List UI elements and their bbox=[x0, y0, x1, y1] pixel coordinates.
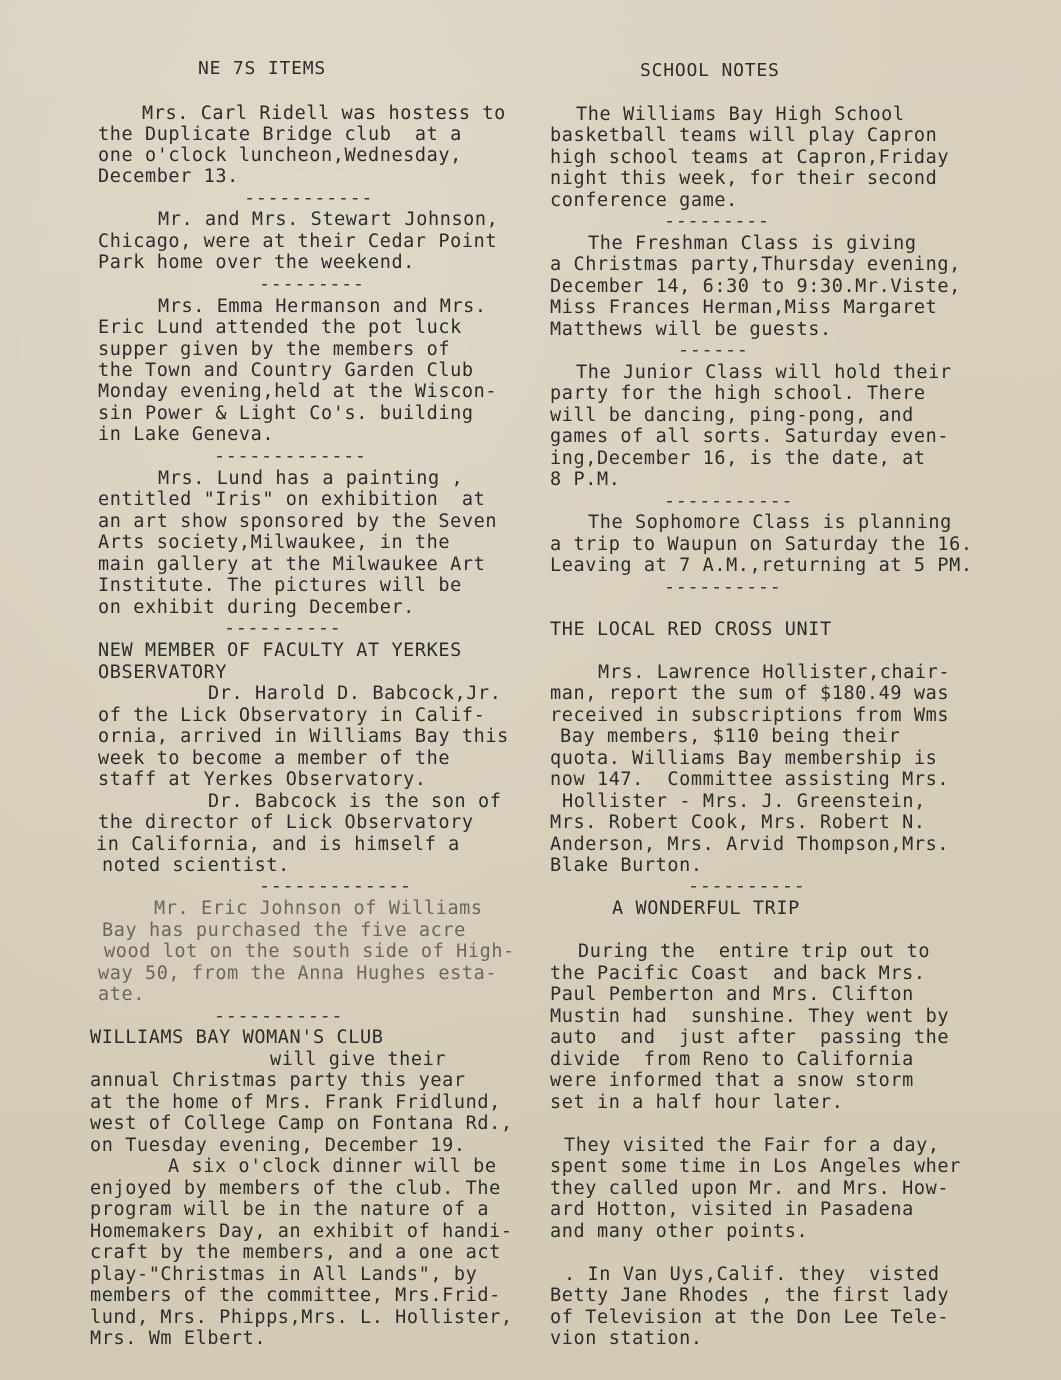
separator: ----------- bbox=[664, 491, 794, 512]
news-items-header: NE 7S ITEMS bbox=[198, 58, 327, 79]
junior-line-1: The Junior Class will hold their bbox=[576, 362, 952, 383]
lund-line-7: on exhibit during December. bbox=[98, 597, 415, 618]
red-cross-line-8: Mrs. Robert Cook, Mrs. Robert N. bbox=[550, 812, 926, 833]
trip-line-4: Mustin had sunshine. They went by bbox=[550, 1006, 950, 1027]
basketball-line-1: The Williams Bay High School bbox=[576, 104, 905, 125]
womans-club-line-5: on Tuesday evening, December 19. bbox=[90, 1135, 466, 1156]
trip-line-6: divide from Reno to California bbox=[550, 1049, 914, 1070]
womans-club-line-6: A six o'clock dinner will be bbox=[168, 1156, 497, 1177]
womans-club-line-14: Mrs. Wm Elbert. bbox=[90, 1328, 267, 1349]
trip-line-10: spent some time in Los Angeles wher bbox=[550, 1156, 961, 1177]
red-cross-line-7: Hollister - Mrs. J. Greenstein, bbox=[562, 791, 926, 812]
womans-club-line-9: Homemakers Day, an exhibit of handi- bbox=[90, 1221, 513, 1242]
womans-club-line-3: at the home of Mrs. Frank Fridlund, bbox=[90, 1092, 501, 1113]
separator: --------- bbox=[664, 211, 770, 232]
red-cross-headline: THE LOCAL RED CROSS UNIT bbox=[550, 619, 832, 640]
yerkes-line-8: in California, and is himself a bbox=[96, 834, 460, 855]
separator: ----------- bbox=[244, 188, 374, 209]
johnson-line-1: Mr. and Mrs. Stewart Johnson, bbox=[158, 209, 499, 230]
school-notes-header: SCHOOL NOTES bbox=[640, 60, 780, 81]
red-cross-line-1: Mrs. Lawrence Hollister,chair- bbox=[598, 662, 951, 683]
womans-club-line-11: play-"Christmas in All Lands", by bbox=[90, 1264, 478, 1285]
basketball-line-2: basketball teams will play Capron bbox=[550, 125, 938, 146]
separator: ---------- bbox=[688, 876, 806, 897]
womans-club-line-1: will give their bbox=[270, 1049, 447, 1070]
junior-line-3: will be dancing, ping-pong, and bbox=[550, 405, 914, 426]
freshman-line-4: Miss Frances Herman,Miss Margaret bbox=[550, 297, 938, 318]
lund-line-1: Mrs. Lund has a painting , bbox=[158, 468, 464, 489]
trip-headline: A WONDERFUL TRIP bbox=[612, 898, 800, 919]
trip-line-8: set in a half hour later. bbox=[550, 1092, 844, 1113]
eric-johnson-line-3: wood lot on the south side of High- bbox=[104, 941, 515, 962]
sophomore-line-2: a trip to Waupun on Saturday the 16. bbox=[550, 534, 973, 555]
yerkes-headline-2: OBSERVATORY bbox=[98, 662, 228, 683]
hermanson-line-4: the Town and Country Garden Club bbox=[98, 360, 474, 381]
trip-line-2: the Pacific Coast and back Mrs. bbox=[550, 963, 926, 984]
yerkes-line-6: Dr. Babcock is the son of bbox=[208, 791, 502, 812]
womans-club-line-13: lund, Mrs. Phipps,Mrs. L. Hollister, bbox=[90, 1307, 513, 1328]
trip-line-16: of Television at the Don Lee Tele- bbox=[550, 1307, 950, 1328]
trip-line-12: ard Hotton, visited in Pasadena bbox=[550, 1199, 914, 1220]
ridell-line-2: the Duplicate Bridge club at a bbox=[98, 124, 462, 145]
red-cross-line-10: Blake Burton. bbox=[550, 855, 703, 876]
red-cross-line-3: received in subscriptions from Wms bbox=[550, 705, 950, 726]
yerkes-headline-1: NEW MEMBER OF FACULTY AT YERKES bbox=[98, 640, 462, 661]
womans-club-line-10: craft by the members, and a one act bbox=[90, 1242, 501, 1263]
yerkes-line-2: of the Lick Observatory in Calif- bbox=[98, 705, 486, 726]
eric-johnson-line-1: Mr. Eric Johnson of Williams bbox=[154, 898, 483, 919]
junior-line-2: party for the high school. There bbox=[550, 383, 926, 404]
red-cross-line-4: Bay members, $110 being their bbox=[560, 726, 901, 747]
lund-line-3: an art show sponsored by the Seven bbox=[98, 511, 498, 532]
yerkes-line-3: ornia, arrived in Williams Bay this bbox=[98, 726, 509, 747]
red-cross-line-9: Anderson, Mrs. Arvid Thompson,Mrs. bbox=[550, 834, 950, 855]
womans-club-line-7: enjoyed by members of the club. The bbox=[90, 1178, 501, 1199]
sophomore-line-3: Leaving at 7 A.M.,returning at 5 PM. bbox=[550, 555, 973, 576]
trip-line-13: and many other points. bbox=[550, 1221, 809, 1242]
trip-line-11: they called upon Mr. and Mrs. How- bbox=[550, 1178, 950, 1199]
johnson-line-2: Chicago, were at their Cedar Point bbox=[98, 231, 498, 252]
ridell-line-1: Mrs. Carl Ridell was hostess to bbox=[142, 103, 506, 124]
hermanson-line-7: in Lake Geneva. bbox=[98, 424, 275, 445]
womans-club-headline: WILLIAMS BAY WOMAN'S CLUB bbox=[90, 1027, 384, 1048]
separator: ----------- bbox=[214, 1006, 344, 1027]
separator: ---------- bbox=[664, 577, 782, 598]
ridell-line-4: December 13. bbox=[98, 166, 239, 187]
ridell-line-3: one o'clock luncheon,Wednesday, bbox=[98, 145, 462, 166]
junior-line-5: ing,December 16, is the date, at bbox=[550, 448, 926, 469]
eric-johnson-line-5: ate. bbox=[98, 984, 145, 1005]
johnson-line-3: Park home over the weekend. bbox=[98, 252, 415, 273]
womans-club-line-4: west of College Camp on Fontana Rd., bbox=[90, 1113, 513, 1134]
separator: ------------- bbox=[259, 876, 412, 897]
hermanson-line-6: sin Power & Light Co's. building bbox=[98, 403, 474, 424]
freshman-line-2: a Christmas party,Thursday evening, bbox=[550, 254, 961, 275]
red-cross-line-5: quota. Williams Bay membership is bbox=[550, 748, 938, 769]
eric-johnson-line-4: way 50, from the Anna Hughes esta- bbox=[98, 963, 498, 984]
hermanson-line-3: supper given by the members of bbox=[98, 339, 451, 360]
separator: ------------- bbox=[214, 446, 367, 467]
separator: --------- bbox=[259, 274, 365, 295]
lund-line-2: entitled "Iris" on exhibition at bbox=[98, 489, 486, 510]
red-cross-line-6: now 147. Committee assisting Mrs. bbox=[550, 769, 950, 790]
trip-line-17: vion station. bbox=[550, 1328, 703, 1349]
lund-line-5: main gallery at the Milwaukee Art bbox=[98, 554, 486, 575]
yerkes-line-5: staff at Yerkes Observatory. bbox=[98, 769, 427, 790]
red-cross-line-2: man, report the sum of $180.49 was bbox=[550, 683, 950, 704]
womans-club-line-8: program will be in the nature of a bbox=[90, 1199, 490, 1220]
yerkes-line-4: week to become a member of the bbox=[98, 748, 451, 769]
eric-johnson-line-2: Bay has purchased the five acre bbox=[102, 920, 466, 941]
yerkes-line-1: Dr. Harold D. Babcock,Jr. bbox=[208, 683, 502, 704]
trip-line-15: Betty Jane Rhodes , the first lady bbox=[550, 1285, 950, 1306]
basketball-line-5: conference game. bbox=[550, 190, 738, 211]
trip-line-9: They visited the Fair for a day, bbox=[564, 1135, 940, 1156]
trip-line-7: were informed that a snow storm bbox=[550, 1070, 914, 1091]
trip-line-14: . In Van Uys,Calif. they visted bbox=[564, 1264, 940, 1285]
yerkes-line-9: noted scientist. bbox=[102, 855, 290, 876]
trip-line-1: During the entire trip out to bbox=[578, 941, 931, 962]
womans-club-line-2: annual Christmas party this year bbox=[90, 1070, 466, 1091]
separator: ------ bbox=[678, 340, 749, 361]
hermanson-line-2: Eric Lund attended the pot luck bbox=[98, 317, 462, 338]
freshman-line-3: December 14, 6:30 to 9:30.Mr.Viste, bbox=[550, 276, 961, 297]
hermanson-line-1: Mrs. Emma Hermanson and Mrs. bbox=[158, 296, 487, 317]
freshman-line-5: Matthews will be guests. bbox=[550, 319, 832, 340]
trip-line-5: auto and just after passing the bbox=[550, 1027, 950, 1048]
womans-club-line-12: members of the committee, Mrs.Frid- bbox=[90, 1285, 501, 1306]
freshman-line-1: The Freshman Class is giving bbox=[588, 233, 917, 254]
basketball-line-4: night this week, for their second bbox=[550, 168, 938, 189]
junior-line-6: 8 P.M. bbox=[550, 469, 621, 490]
hermanson-line-5: Monday evening,held at the Wiscon- bbox=[98, 381, 498, 402]
junior-line-4: games of all sorts. Saturday even- bbox=[550, 426, 950, 447]
basketball-line-3: high school teams at Capron,Friday bbox=[550, 147, 950, 168]
yerkes-line-7: the director of Lick Observatory bbox=[98, 812, 474, 833]
trip-line-3: Paul Pemberton and Mrs. Clifton bbox=[550, 984, 914, 1005]
separator: ---------- bbox=[224, 618, 342, 639]
lund-line-4: Arts society,Milwaukee, in the bbox=[98, 532, 451, 553]
lund-line-6: Institute. The pictures will be bbox=[98, 575, 462, 596]
sophomore-line-1: The Sophomore Class is planning bbox=[588, 512, 952, 533]
